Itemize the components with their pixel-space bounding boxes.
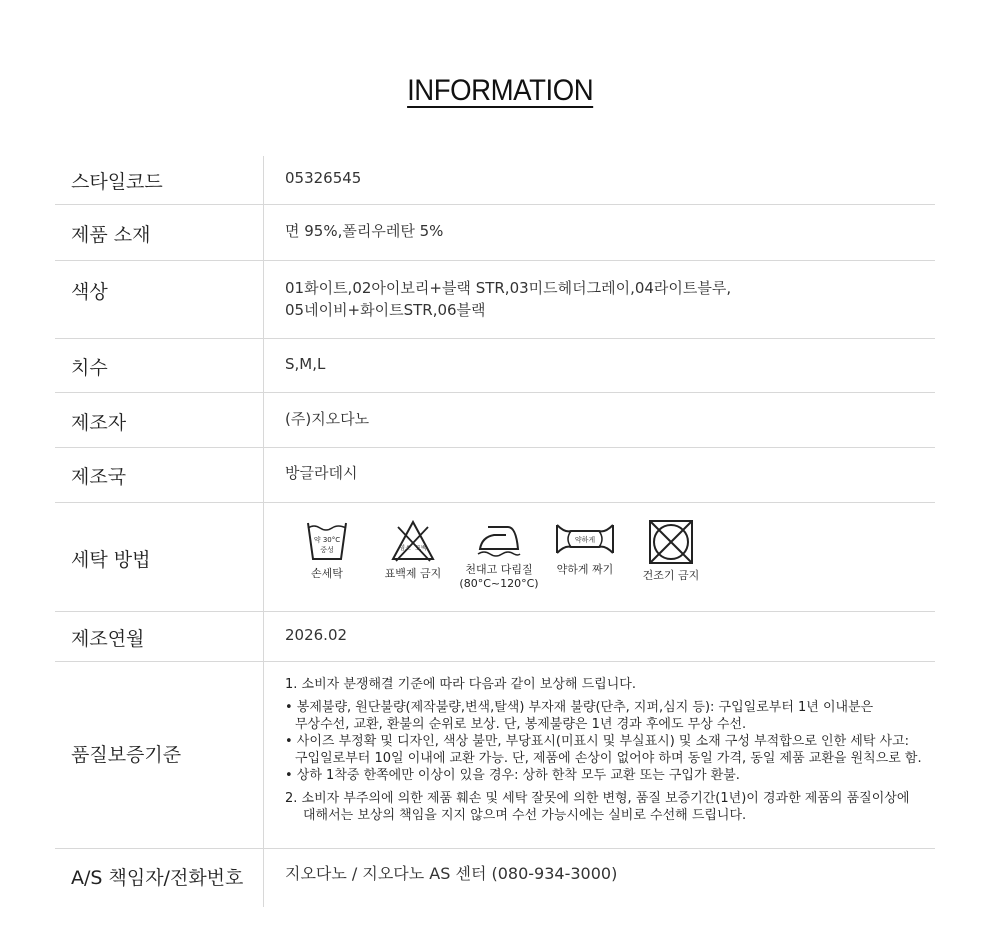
no-bleach-caption: 표백제 금지 (384, 567, 442, 580)
country-value: 방글라데시 (285, 464, 358, 482)
iron-icon (476, 519, 522, 559)
washing-label: 세탁 방법 (71, 549, 151, 571)
country-label: 제조국 (71, 466, 127, 488)
size-value: S,M,L (285, 355, 326, 373)
manufacturer-value: (주)지오다노 (285, 410, 370, 428)
row-color (55, 261, 935, 339)
row-material (55, 205, 935, 261)
care-icons (287, 519, 717, 591)
quality-line-8: 대해서는 보상의 책임을 지지 않으며 수선 가능시에는 실비로 수선해 드립니다. (303, 808, 747, 823)
gentle-wring-caption: 약하게 짜기 (556, 563, 614, 576)
care-item-no-tumble-dry (631, 519, 711, 591)
care-item-gentle-wring (545, 519, 625, 591)
row-quality (55, 662, 935, 849)
material-value: 면 95%,폴리우레탄 5% (285, 222, 444, 240)
iron-temp-caption: (80°C~120°C) (459, 577, 539, 590)
hand-wash-caption: 손세탁 (311, 567, 343, 580)
as-label: A/S 책임자/전화번호 (71, 867, 244, 889)
quality-line-3: 무상수선, 교환, 환불의 순위로 보상. 단, 봉제불량은 1년 경과 후에도 무상 수선. (295, 717, 747, 732)
care-item-no-bleach (373, 519, 453, 591)
row-manufacturer (55, 393, 935, 448)
row-date (55, 612, 935, 662)
no-bleach-text-2: 표백 (415, 545, 427, 552)
care-item-iron (459, 519, 539, 591)
quality-line-6: • 상하 1착중 한쪽에만 이상이 있을 경우: 상하 한착 모두 교환 또는 구입가 환불. (285, 768, 740, 783)
care-item-hand-wash (287, 519, 367, 591)
material-label: 제품 소재 (71, 224, 151, 246)
no-bleach-text-1: 염소 (399, 545, 411, 552)
style-code-label: 스타일코드 (71, 171, 163, 193)
date-value: 2026.02 (285, 626, 348, 644)
gentle-wring-icon (555, 519, 615, 559)
title-wrap (0, 74, 1000, 108)
style-code-value: 05326545 (285, 169, 362, 187)
quality-text (285, 676, 922, 824)
hand-wash-temp: 약 30°C (313, 536, 341, 544)
page-title: INFORMATION (406, 74, 594, 107)
gentle-wring-text: 약하게 (574, 536, 596, 544)
row-as (55, 849, 935, 907)
size-label: 치수 (71, 357, 108, 379)
color-label: 색상 (71, 281, 108, 303)
quality-line-1: 1. 소비자 분쟁해결 기준에 따라 다음과 같이 보상해 드립니다. (285, 677, 636, 692)
no-tumble-dry-caption: 건조기 금지 (642, 569, 700, 582)
quality-line-4: • 사이즈 부정확 및 디자인, 색상 불만, 부당표시(미표시 및 부실표시) 및 소재 구성 부적합으로 인한 세탁 사고: (285, 734, 910, 749)
row-country (55, 448, 935, 503)
quality-line-7: 2. 소비자 부주의에 의한 제품 훼손 및 세탁 잘못에 의한 변형, 품질 보증기간(1년)이 경과한 제품의 품질이상에 (285, 791, 910, 806)
date-label: 제조연월 (71, 628, 145, 650)
quality-line-2: • 봉제불량, 원단불량(제작불량,변색,탈색) 부자재 불량(단추, 지퍼,심지 등): 구입일로부터 1년 이내분은 (285, 700, 874, 715)
row-style-code (55, 156, 935, 205)
manufacturer-label: 제조자 (71, 412, 127, 434)
hand-wash-icon (304, 519, 350, 563)
as-value: 지오다노 / 지오다노 AS 센터 (080-934-3000) (285, 864, 618, 883)
quality-label: 품질보증기준 (71, 744, 182, 766)
hand-wash-neutral: 중성 (320, 546, 334, 554)
no-tumble-dry-icon (648, 519, 694, 565)
info-table (55, 156, 935, 907)
iron-caption: 천대고 다림질 (465, 563, 533, 576)
color-value (285, 277, 731, 321)
color-value-line1: 01화이트,02아이보리+블랙 STR,03미드헤더그레이,04라이트블루, (285, 279, 732, 297)
no-bleach-icon (390, 519, 436, 563)
color-value-line2: 05네이비+화이트STR,06블랙 (285, 301, 486, 319)
quality-line-5: 구입일로부터 10일 이내에 교환 가능. 단, 제품에 손상이 없어야 하며 동일 가격, 동일 제품 교환을 원칙으로 함. (295, 751, 922, 766)
row-size (55, 339, 935, 393)
row-washing (55, 503, 935, 612)
